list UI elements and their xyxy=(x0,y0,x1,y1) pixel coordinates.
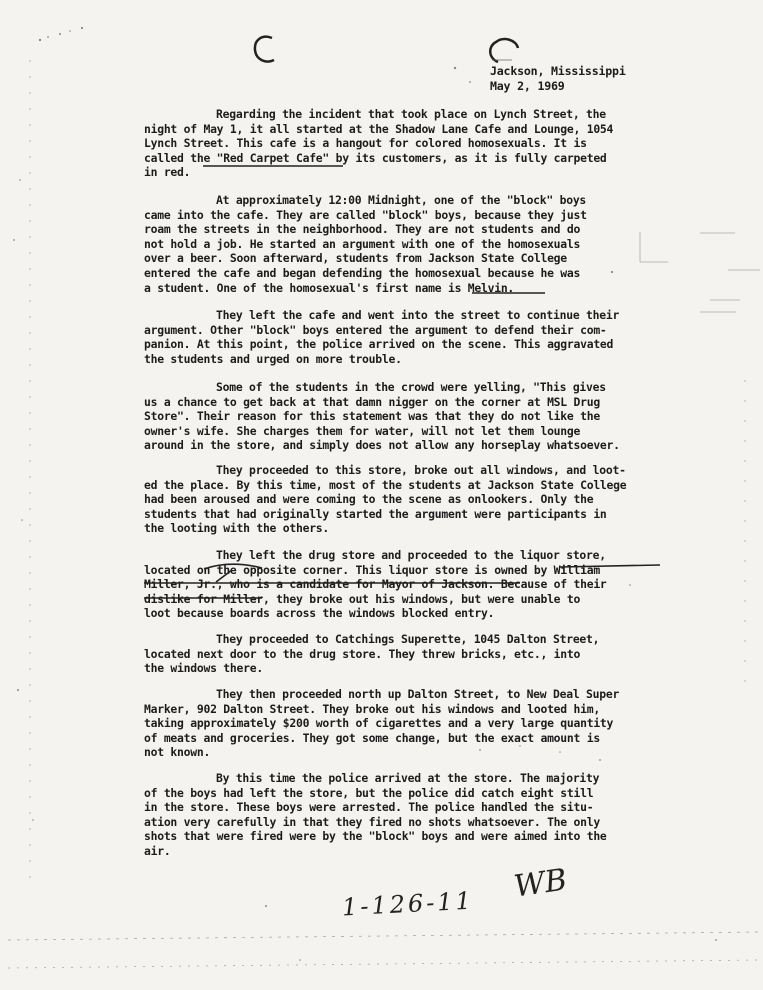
dateline xyxy=(490,64,626,94)
text-line: panion. At this point, the police arrived on the scene. This aggravated xyxy=(144,337,614,352)
paragraph-9 xyxy=(144,771,664,859)
dateline-date: May 2, 1969 xyxy=(490,79,565,93)
paragraph-4 xyxy=(144,380,664,453)
text-line: shots that were fired were by the "block" boys and were aimed into the xyxy=(144,829,607,844)
text-line: located on the opposite corner. This liquor store is owned by William xyxy=(144,562,600,577)
text-line: had been aroused and were coming to the scene as onlookers. Only the xyxy=(144,492,594,507)
text-line: students that had originally started the argument were participants in xyxy=(144,506,607,521)
text-line: air. xyxy=(144,843,171,858)
text-line: roam the streets in the neighborhood. They are not students and do xyxy=(144,222,581,237)
text-line: dislike for Miller, they broke out his windows, but were unable to xyxy=(144,591,581,606)
text-line: taking approximately $200 worth of cigarettes and a very large quantity xyxy=(144,716,614,731)
text-line: ation very carefully in that they fired no shots whatsoever. The only xyxy=(144,814,600,829)
text-line: a student. One of the homosexual's first name is Melvin. xyxy=(144,280,515,295)
text-line: ed the place. By this time, most of the students at Jackson State College xyxy=(144,477,627,492)
text-line: Some of the students in the crowd were yelling, "This gives xyxy=(216,380,606,394)
dateline-location: Jackson, Mississippi xyxy=(490,64,626,78)
paragraph-1 xyxy=(144,107,664,180)
text-line: located next door to the drug store. They threw bricks, etc., into xyxy=(144,646,581,661)
text-line: over a beer. Soon afterward, students from Jackson State College xyxy=(144,251,567,266)
text-line: in the store. These boys were arrested. The police handled the situ- xyxy=(144,800,594,815)
text-line: of the boys had left the store, but the police did catch eight still xyxy=(144,785,594,800)
text-line: the windows there. xyxy=(144,661,263,676)
text-line: of meats and groceries. They got some change, but the exact amount is xyxy=(144,730,600,745)
text-line: the looting with the others. xyxy=(144,521,330,536)
text-line: owner's wife. She charges them for water, will not let them lounge xyxy=(144,423,581,438)
paragraph-6 xyxy=(144,548,664,621)
text-line: called the "Red Carpet Cafe" by its customers, as it is fully carpeted xyxy=(144,150,607,165)
punch-hole-left xyxy=(250,32,280,68)
text-line: night of May 1, it all started at the Shadow Lane Cafe and Lounge, 1054 xyxy=(144,121,614,136)
text-line: By this time the police arrived at the store. The majority xyxy=(216,771,600,785)
paragraph-2 xyxy=(144,193,664,295)
text-line: around in the store, and simply does not allow any horseplay whatsoever. xyxy=(144,438,620,453)
text-line: the students and urged on more trouble. xyxy=(144,351,402,366)
paragraph-8 xyxy=(144,687,664,760)
text-line: Miller, Jr., who is a candidate for Mayor of Jackson. Because of their xyxy=(144,577,607,592)
text-line: They then proceeded north up Dalton Street, to New Deal Super xyxy=(216,687,620,701)
text-line: us a chance to get back at that damn nigger on the corner at MSL Drug xyxy=(144,394,600,409)
paragraph-5 xyxy=(144,463,664,536)
text-line: entered the cafe and began defending the homosexual because he was xyxy=(144,265,581,280)
text-line: They proceeded to this store, broke out all windows, and loot- xyxy=(216,463,626,477)
handwritten-file-number: 1-126-11 xyxy=(341,886,475,922)
text-line: They left the cafe and went into the street to continue their xyxy=(216,308,620,322)
text-line: loot because boards across the windows blocked entry. xyxy=(144,606,495,621)
text-line: At approximately 12:00 Midnight, one of the "block" boys xyxy=(216,193,587,207)
handwritten-initials: WB xyxy=(511,862,570,905)
text-line: Marker, 902 Dalton Street. They broke out his windows and looted him, xyxy=(144,701,600,716)
text-line: Regarding the incident that took place on Lynch Street, the xyxy=(216,107,606,121)
text-line: not hold a job. He started an argument with one of the homosexuals xyxy=(144,236,581,251)
text-line: came into the cafe. They are called "block" boys, because they just xyxy=(144,207,587,222)
punch-hole-right xyxy=(482,34,522,68)
text-line: They proceeded to Catchings Superette, 1045 Dalton Street, xyxy=(216,632,600,646)
text-line: Store". Their reason for this statement was that they do not like the xyxy=(144,409,600,424)
text-line: They left the drug store and proceeded to the liquor store, xyxy=(216,548,606,562)
text-line: in red. xyxy=(144,165,191,180)
paragraph-3 xyxy=(144,308,664,366)
paragraph-7 xyxy=(144,632,664,676)
text-line: argument. Other "block" boys entered the argument to defend their com- xyxy=(144,322,607,337)
text-line: Lynch Street. This cafe is a hangout for colored homosexuals. It is xyxy=(144,136,587,151)
text-line: not known. xyxy=(144,745,211,760)
